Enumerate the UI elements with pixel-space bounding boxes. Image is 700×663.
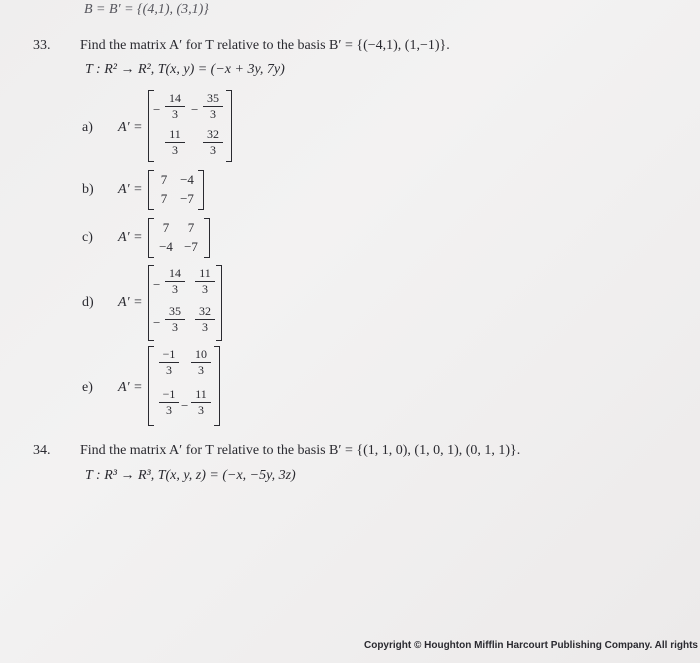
matrix-entry: 7 (162, 220, 170, 235)
matrix-entry: −1 3 (157, 348, 181, 377)
matrix-entry: −1 3 (157, 388, 181, 417)
option-c-matrix (148, 218, 210, 258)
question-33-number: 33. (33, 38, 51, 53)
matrix-entry: 14 3 (163, 267, 187, 296)
matrix-entry: 11 3 (189, 388, 213, 417)
option-c-label[interactable]: c) (82, 230, 93, 245)
question-34-prompt: Find the matrix A′ for T relative to the basis B′ = {(1, 1, 0), (1, 0, 1), (0, 1, 1)}. (80, 443, 521, 458)
question-34-number: 34. (33, 443, 51, 458)
matrix-entry: 35 3 (163, 305, 187, 334)
matrix-entry: 7 (160, 191, 168, 206)
question-34-mapping: T : R³ → R³, T(x, y, z) = (−x, −5y, 3z) (85, 468, 296, 483)
matrix-entry: 11 3 (163, 128, 187, 157)
matrix-entry: 11 3 (193, 267, 217, 296)
option-a-label[interactable]: a) (82, 120, 93, 135)
matrix-entry: −7 (184, 239, 198, 254)
matrix-entry: 32 3 (201, 128, 225, 157)
option-c-lhs: A′ = (118, 230, 143, 245)
option-d-label[interactable]: d) (82, 295, 94, 310)
option-d-lhs: A′ = (118, 295, 143, 310)
option-e-matrix: −1 3 10 3 −1 3 − 11 3 (148, 346, 220, 426)
matrix-entry: −4 (159, 239, 173, 254)
option-e-label[interactable]: e) (82, 380, 93, 395)
matrix-entry: 7 (160, 172, 168, 187)
option-b-lhs: A′ = (118, 182, 143, 197)
copyright-footer: Copyright © Houghton Mifflin Harcourt Publishing Company. All rights (363, 640, 698, 651)
matrix-entry: 14 3 (163, 92, 187, 121)
option-a-matrix: − 14 3 − 35 3 11 3 32 3 (148, 90, 232, 162)
question-33-prompt: Find the matrix A′ for T relative to the basis B′ = {(−4,1), (1,−1)}. (80, 38, 450, 53)
header-basis-text: B = B′ = {(4,1), (3,1)} (84, 2, 209, 17)
matrix-entry: 35 3 (201, 92, 225, 121)
option-a-lhs: A′ = (118, 120, 143, 135)
option-d-matrix: − 14 3 11 3 − 35 3 32 3 (148, 265, 222, 341)
matrix-entry: 10 3 (189, 348, 213, 377)
matrix-entry: −7 (180, 191, 194, 206)
matrix-entry: 32 3 (193, 305, 217, 334)
matrix-entry: 7 (187, 220, 195, 235)
option-b-matrix (148, 170, 204, 210)
option-e-lhs: A′ = (118, 380, 143, 395)
matrix-entry: −4 (180, 172, 194, 187)
question-33-mapping: T : R² → R², T(x, y) = (−x + 3y, 7y) (85, 62, 285, 77)
option-b-label[interactable]: b) (82, 182, 94, 197)
